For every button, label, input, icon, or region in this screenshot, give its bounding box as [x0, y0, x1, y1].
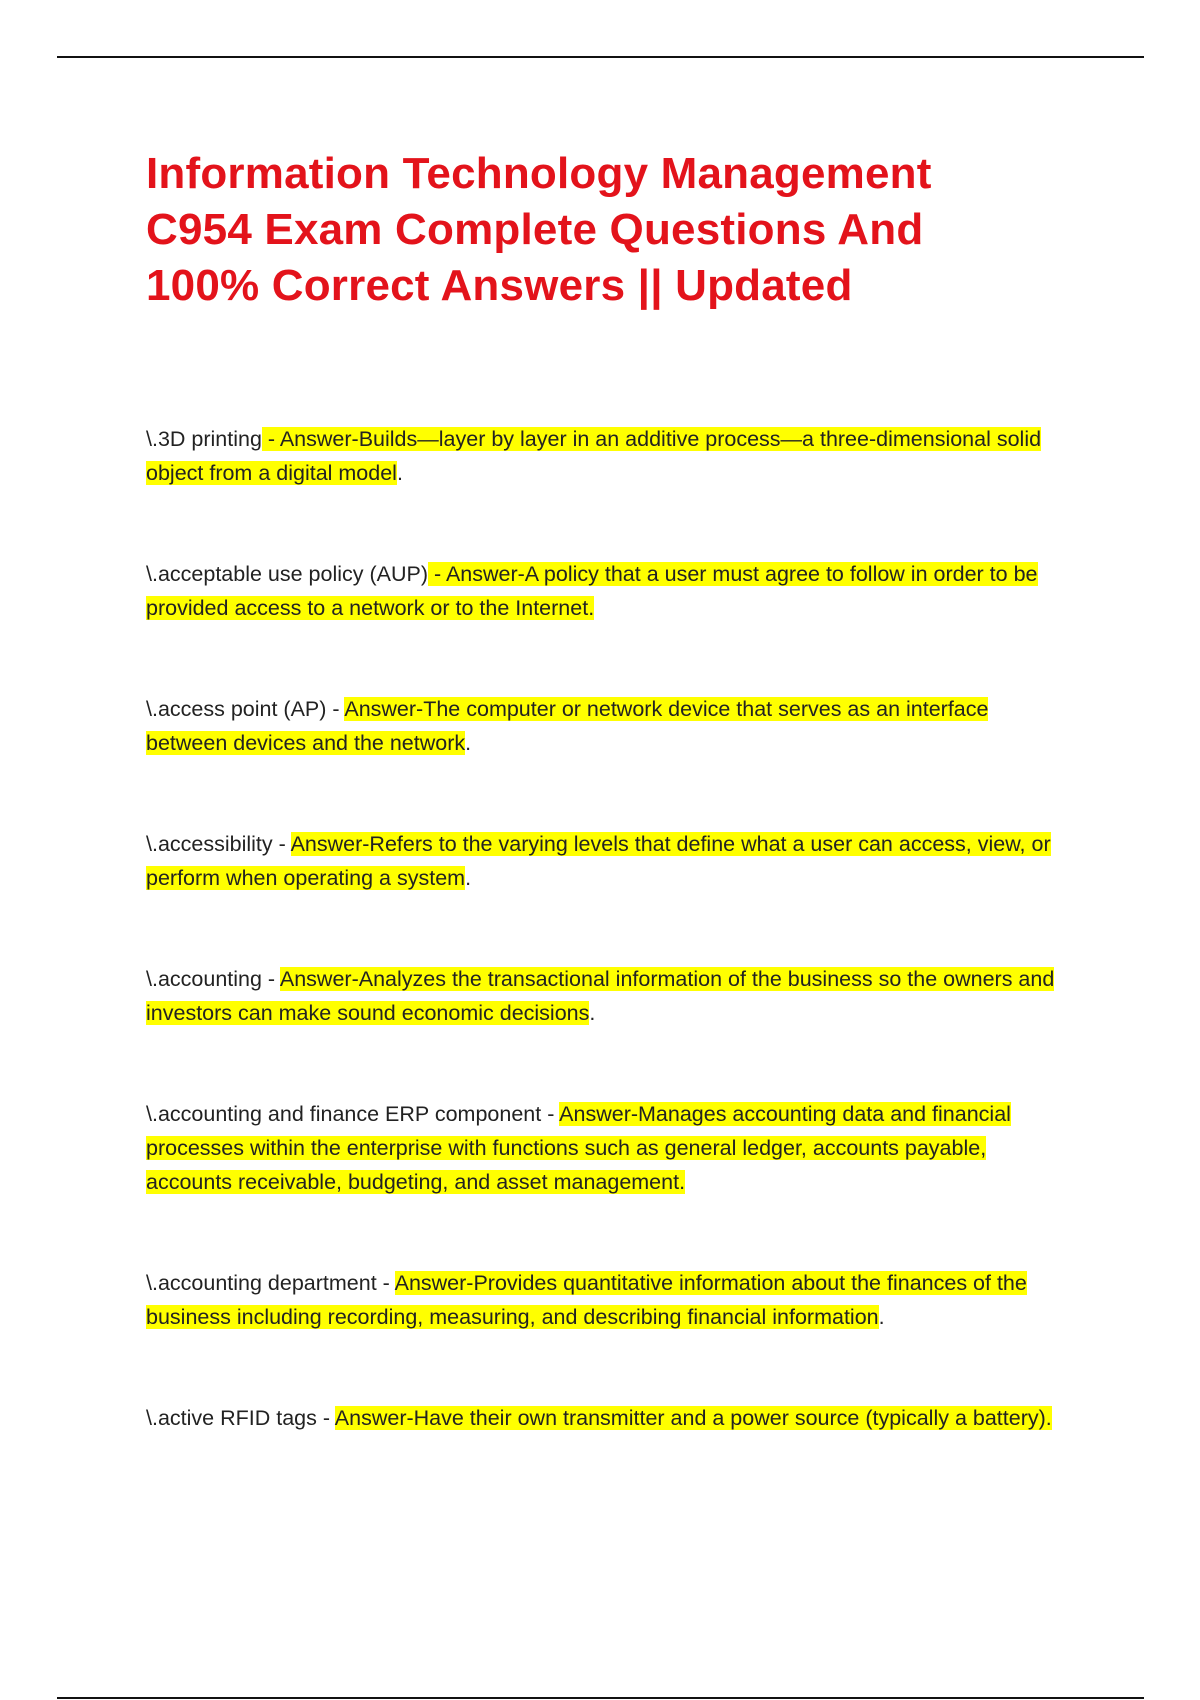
entry-line [146, 962, 1096, 996]
entry-tail: . [396, 461, 403, 485]
answer-highlight: Answer-Analyzes the transactional information of the business so the owners and [279, 967, 1055, 991]
qa-entry [146, 557, 1096, 692]
entry-line [146, 456, 1096, 490]
entry-line [146, 1131, 1096, 1165]
answer-highlight: - Answer-A policy that a user must agree to follow in order to be [428, 562, 1038, 586]
title-line-1: Information Technology Management [146, 149, 932, 198]
entry-term: \.acceptable use policy (AUP) [146, 562, 429, 586]
answer-highlight: Answer-The computer or network device that serves as an interface [344, 697, 989, 721]
entry-line [146, 726, 1096, 760]
entry-line [146, 591, 1096, 625]
entry-line [146, 1300, 1096, 1334]
title-line-2: C954 Exam Complete Questions And [146, 205, 924, 254]
qa-entry [146, 1266, 1096, 1401]
entry-line [146, 827, 1096, 861]
answer-highlight: between devices and the network [146, 731, 466, 755]
qa-entry [146, 962, 1096, 1097]
answer-highlight: business including recording, measuring, and describing financial information [146, 1305, 879, 1329]
answer-highlight: - Answer-Builds—layer by layer in an additive process—a three-dimensional solid [261, 427, 1042, 451]
entry-separator: - [272, 832, 291, 856]
entry-tail: . [465, 731, 472, 755]
answer-highlight: object from a digital model [146, 461, 397, 485]
answer-highlight: provided access to a network or to the Internet. [146, 596, 595, 620]
entry-separator: - [261, 967, 280, 991]
document-title [146, 146, 1106, 314]
entry-separator: - [541, 1102, 560, 1126]
entry-tail: . [589, 1001, 596, 1025]
entry-line [146, 996, 1096, 1030]
entry-term: \.access point (AP) [146, 697, 327, 721]
top-rule [57, 56, 1144, 58]
qa-entry [146, 1401, 1096, 1536]
qa-entry [146, 827, 1096, 962]
entry-separator: - [376, 1271, 395, 1295]
answer-highlight: Answer-Have their own transmitter and a power source (typically a battery). [334, 1406, 1052, 1430]
entry-tail: . [465, 866, 472, 890]
qa-entry [146, 692, 1096, 827]
entry-separator: - [316, 1406, 335, 1430]
entry-separator: - [326, 697, 345, 721]
entry-tail: . [878, 1305, 885, 1329]
entry-line [146, 1266, 1096, 1300]
entry-term: \.accessibility [146, 832, 273, 856]
answer-highlight: perform when operating a system [146, 866, 466, 890]
entry-term: \.active RFID tags [146, 1406, 317, 1430]
entry-line [146, 861, 1096, 895]
title-line-3: 100% Correct Answers || Updated [146, 261, 853, 310]
answer-highlight: processes within the enterprise with functions such as general ledger, accounts payable, [146, 1136, 987, 1160]
entry-line [146, 1401, 1096, 1435]
answer-highlight: Answer-Refers to the varying levels that define what a user can access, view, or [290, 832, 1051, 856]
answer-highlight: Answer-Manages accounting data and financial [559, 1102, 1011, 1126]
entry-line [146, 422, 1096, 456]
answer-highlight: accounts receivable, budgeting, and asset management. [146, 1170, 686, 1194]
qa-entry [146, 1097, 1096, 1266]
entry-line [146, 557, 1096, 591]
entry-term: \.accounting department [146, 1271, 377, 1295]
qa-entry-list [146, 422, 1096, 1536]
entry-term: \.accounting and finance ERP component [146, 1102, 542, 1126]
answer-highlight: Answer-Provides quantitative information about the finances of the [394, 1271, 1027, 1295]
answer-highlight: investors can make sound economic decisions [146, 1001, 590, 1025]
entry-term: \.3D printing [146, 427, 262, 451]
entry-line [146, 1165, 1096, 1199]
entry-line [146, 1097, 1096, 1131]
entry-line [146, 692, 1096, 726]
qa-entry [146, 422, 1096, 557]
entry-term: \.accounting [146, 967, 262, 991]
bottom-rule [57, 1697, 1144, 1699]
